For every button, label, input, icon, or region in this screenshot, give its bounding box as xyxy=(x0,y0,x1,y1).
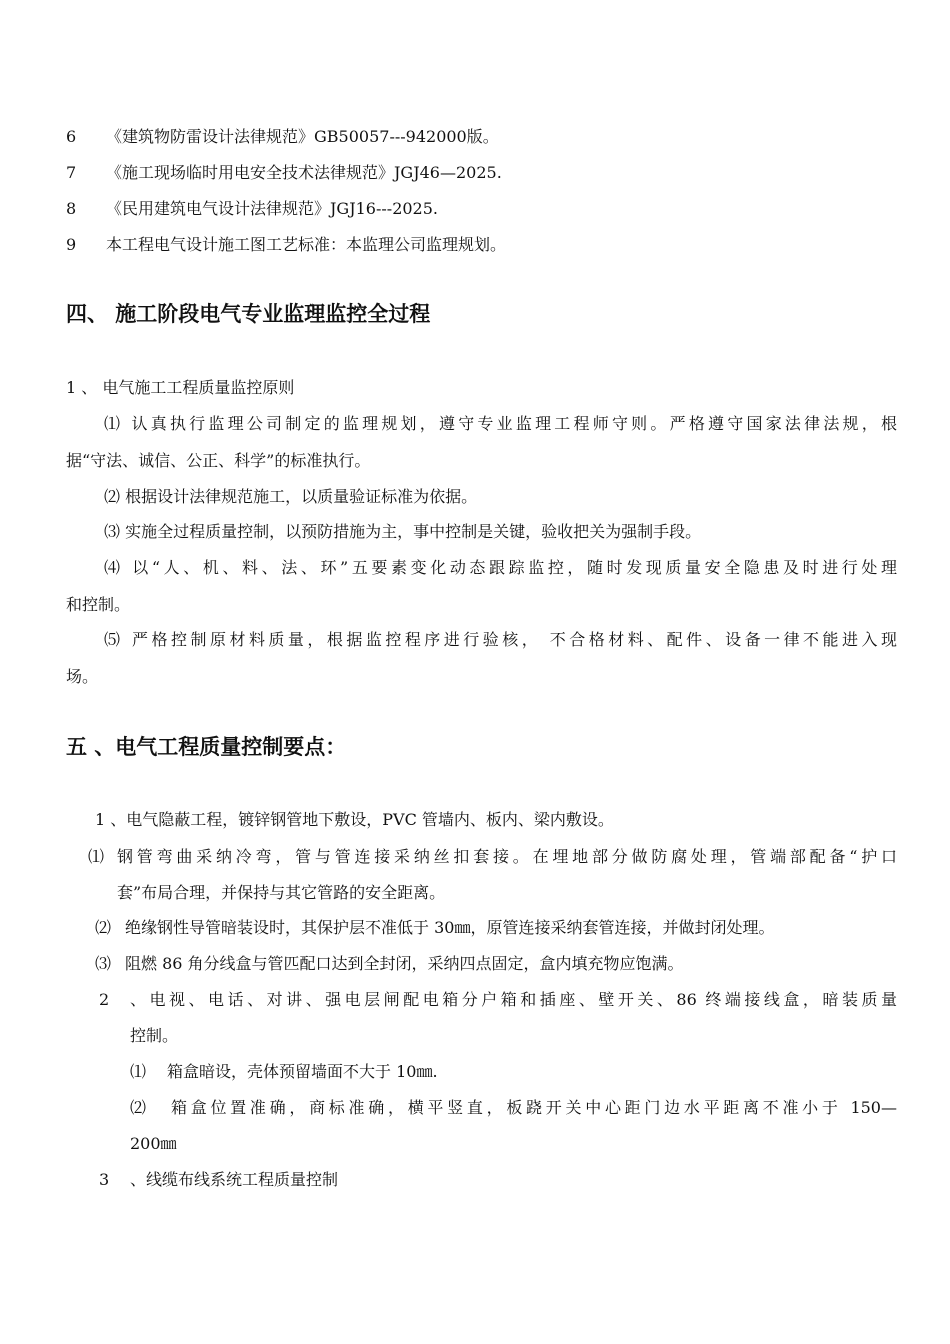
principle-4-line-2: 和控制。 xyxy=(66,595,131,614)
control-item-2-2-line-1: 箱盒位置准确，商标准确，横平竖直，板跷开关中心距门边水平距离不准小于 150— xyxy=(171,1098,897,1117)
control-item-1-2: 绝缘钢性导管暗装设时，其保护层不准低于 30㎜，原管连接采纳套管连接，并做封闭处理。 xyxy=(125,918,775,937)
principle-5-line-1: ⑸ 严格控制原材料质量，根据监控程序进行验核， 不合格材料、配件、设备一律不能进入现 xyxy=(104,630,897,649)
reference-number: 6 xyxy=(66,127,77,146)
principle-1-line-2: 据“守法、诚信、公正、科学”的标准执行。 xyxy=(66,451,371,470)
control-item-1-1-line-1: 钢管弯曲采纳冷弯，管与管连接采纳丝扣套接。在埋地部分做防腐处理，管端部配备“护口 xyxy=(117,847,897,866)
section-4-subheading: 1 、 电气施工工程质量监控原则 xyxy=(66,378,295,397)
control-item-2-line-2: 控制。 xyxy=(130,1026,179,1045)
reference-number: 8 xyxy=(66,199,77,218)
reference-text: 《建筑物防雷设计法律规范》GB50057---942000版。 xyxy=(106,127,499,146)
control-item-1-2-number: ⑵ xyxy=(95,918,112,937)
reference-text: 《民用建筑电气设计法律规范》JGJ16---2025. xyxy=(106,199,438,218)
control-item-1: 1 、电气隐蔽工程，镀锌钢管地下敷设，PVC 管墙内、板内、梁内敷设。 xyxy=(95,810,614,829)
principle-2: ⑵ 根据设计法律规范施工，以质量验证标准为依据。 xyxy=(104,487,478,506)
principle-1-line-1: ⑴ 认真执行监理公司制定的监理规划，遵守专业监理工程师守则。严格遵守国家法律法规，根 xyxy=(104,414,897,433)
control-item-1-3: 阻燃 86 角分线盒与管匹配口达到全封闭，采纳四点固定，盒内填充物应饱满。 xyxy=(125,954,684,973)
control-item-3: 、线缆布线系统工程质量控制 xyxy=(130,1170,339,1189)
reference-text: 本工程电气设计施工图工艺标准：本监理公司监理规划。 xyxy=(106,235,507,254)
control-item-2-line-1: 、电视、电话、对讲、强电层闸配电箱分户箱和插座、壁开关、86 终端接线盒，暗装质量 xyxy=(130,990,897,1009)
principle-5-line-2: 场。 xyxy=(66,667,99,686)
reference-number: 9 xyxy=(66,235,77,254)
principle-3: ⑶ 实施全过程质量控制，以预防措施为主，事中控制是关键，验收把关为强制手段。 xyxy=(104,522,702,541)
control-item-1-1-number: ⑴ xyxy=(88,847,105,866)
control-item-1-3-number: ⑶ xyxy=(95,954,112,973)
reference-text: 《施工现场临时用电安全技术法律规范》JGJ46—2025. xyxy=(106,163,502,182)
control-item-2-1: 箱盒暗设，壳体预留墙面不大于 10㎜. xyxy=(167,1062,438,1081)
section-5-heading: 五 、电气工程质量控制要点： xyxy=(66,735,347,759)
section-4-heading: 四、 施工阶段电气专业监理监控全过程 xyxy=(66,302,431,326)
reference-number: 7 xyxy=(66,163,77,182)
control-item-1-1-line-2: 套”布局合理，并保持与其它管路的安全距离。 xyxy=(117,883,446,902)
control-item-2-2-number: ⑵ xyxy=(130,1098,147,1117)
principle-4-line-1: ⑷ 以“人、机、料、法、环”五要素变化动态跟踪监控，随时发现质量安全隐患及时进行处理 xyxy=(104,558,897,577)
control-item-2-2-line-2: 200㎜ xyxy=(130,1134,177,1153)
control-item-3-number: 3 xyxy=(99,1170,110,1189)
control-item-2-number: 2 xyxy=(99,990,110,1009)
control-item-2-1-number: ⑴ xyxy=(130,1062,147,1081)
